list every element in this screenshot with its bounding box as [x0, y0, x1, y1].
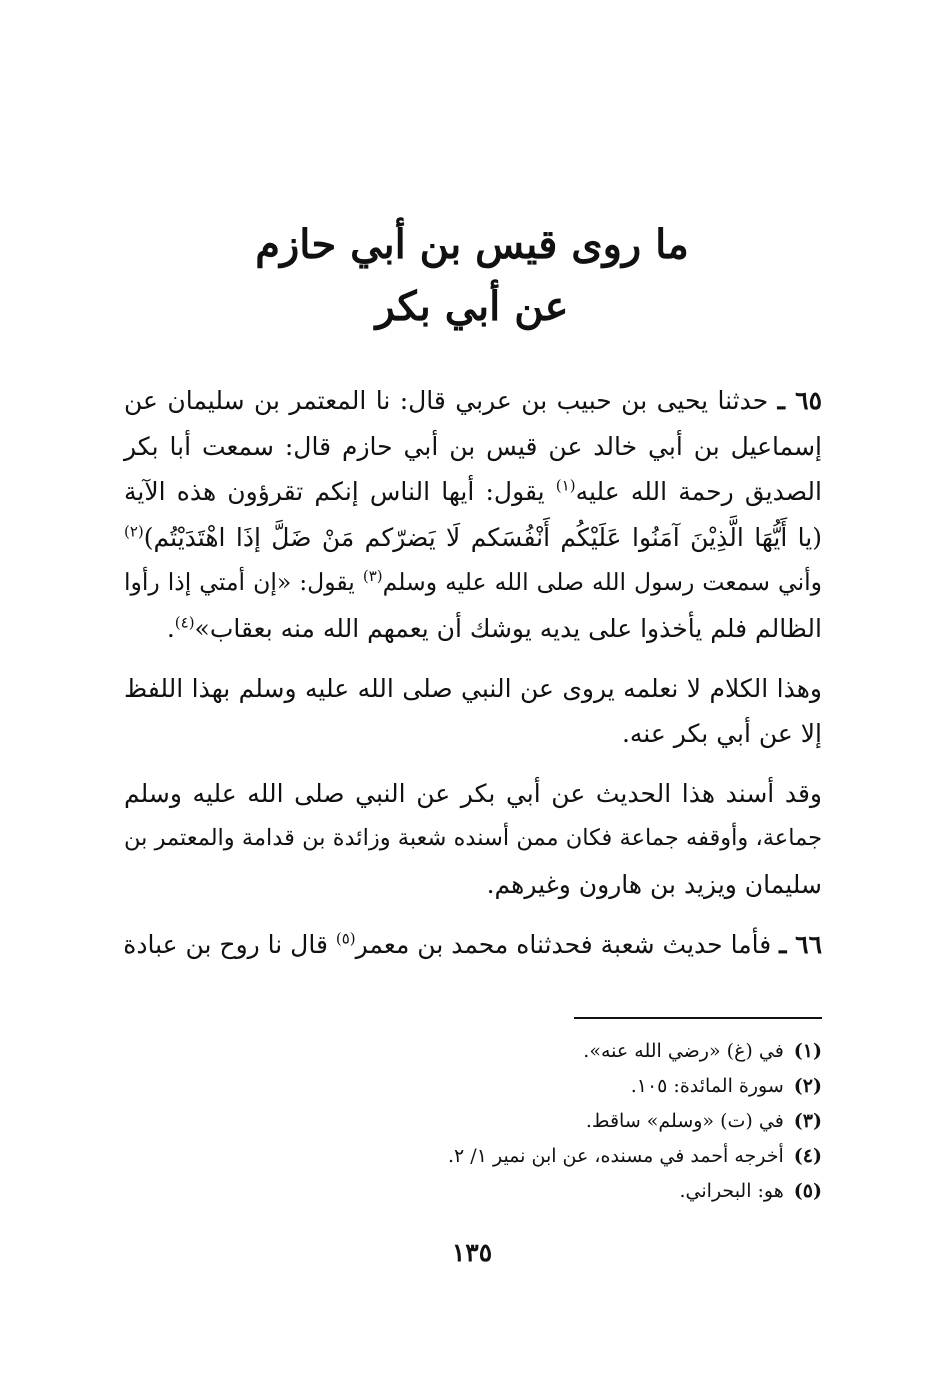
commentary-paragraph-1	[124, 666, 822, 757]
footnote-marker: (٤)	[174, 613, 195, 632]
footnote	[124, 1104, 822, 1139]
footnote	[124, 1174, 822, 1209]
footnote-number: (٢)	[793, 1075, 822, 1097]
quran-verse-line	[124, 515, 822, 561]
quran-verse: (يا أَيُّهَا الَّذِيْنَ آمَنُوا عَلَيْكُم أَنْفُسَكم لَا يَضرّكم مَنْ ضَلَّ إذَا اهْتَدَيْتُم)	[143, 522, 822, 552]
text-segment: قال نا روح بن عبادة	[123, 929, 336, 959]
footnote-marker: (٢)	[124, 522, 144, 541]
footnote	[124, 1069, 822, 1104]
footnote-text: هو: البحراني.	[679, 1180, 784, 1202]
footnote-number: (٥)	[793, 1180, 822, 1202]
footnote-marker: (٥)	[335, 929, 356, 948]
commentary-paragraph-2	[124, 771, 822, 908]
text-segment: الصديق رحمة الله عليه	[575, 477, 822, 507]
text-segment: يقول: أيها الناس إنكم تقرؤون هذه الآية	[124, 477, 556, 507]
hadith-65	[124, 378, 822, 652]
text-segment: يقول: «إن أمتي إذا رأوا	[124, 568, 363, 597]
footnote	[124, 1034, 822, 1069]
text-line	[124, 378, 822, 424]
footnote-text: سورة المائدة: ١٠٥.	[630, 1075, 784, 1097]
text-line	[124, 922, 822, 968]
footnotes	[124, 1034, 822, 1209]
text-line: إسماعيل بن أبي خالد عن قيس بن أبي حازم قال: سمعت أبا بكر	[124, 431, 822, 461]
text-line: إلا عن أبي بكر عنه.	[621, 719, 822, 749]
chapter-title-line-1: ما روى قيس بن أبي حازم	[255, 221, 689, 268]
footnote-text: أخرجه أحمد في مسنده، عن ابن نمير ١/ ٢.	[447, 1145, 784, 1167]
footnote	[124, 1139, 822, 1174]
text-segment: الظالم فلم يأخذوا على يديه يوشك أن يعمهم الله منه بعقاب»	[194, 613, 822, 643]
text-segment: .	[166, 613, 175, 643]
footnote-number: (١)	[793, 1040, 822, 1062]
text-segment: وأني سمعت رسول الله صلى الله عليه وسلم	[382, 568, 822, 597]
hadith-66	[124, 922, 822, 968]
text-line	[124, 469, 822, 515]
chapter-title	[0, 214, 944, 338]
footnote-text: في (ت) «وسلم» ساقط.	[585, 1110, 784, 1132]
hadith-number: ٦٥ ـ	[777, 386, 822, 415]
text-line: وقد أسند هذا الحديث عن أبي بكر عن النبي صلى الله عليه وسلم	[124, 778, 822, 808]
footnote-marker: (٣)	[362, 567, 383, 586]
text-line: جماعة، وأوقفه جماعة فكان ممن أسنده شعبة وزائدة بن قدامة والمعتمر بن	[124, 825, 822, 852]
footnote-number: (٣)	[793, 1110, 822, 1132]
text-line	[124, 606, 822, 652]
text-line: سليمان ويزيد بن هارون وغيرهم.	[486, 869, 822, 899]
footnote-text: في (غ) «رضي الله عنه».	[583, 1040, 784, 1062]
chapter-title-line-2: عن أبي بكر	[375, 283, 569, 330]
text-segment: حدثنا يحيى بن حبيب بن عربي قال: نا المعتمر بن سليمان عن	[124, 386, 769, 415]
hadith-number: ٦٦ ـ	[779, 929, 822, 959]
footnote-divider	[574, 1017, 822, 1019]
text-segment: فأما حديث شعبة فحدثناه محمد بن معمر	[355, 929, 772, 959]
footnote-marker: (١)	[555, 476, 576, 495]
main-text	[124, 378, 822, 981]
page-number: ١٣٥	[451, 1238, 493, 1267]
footnote-number: (٤)	[793, 1145, 822, 1167]
text-line	[124, 560, 822, 606]
text-line: وهذا الكلام لا نعلمه يروى عن النبي صلى الله عليه وسلم بهذا اللفظ	[124, 673, 822, 703]
